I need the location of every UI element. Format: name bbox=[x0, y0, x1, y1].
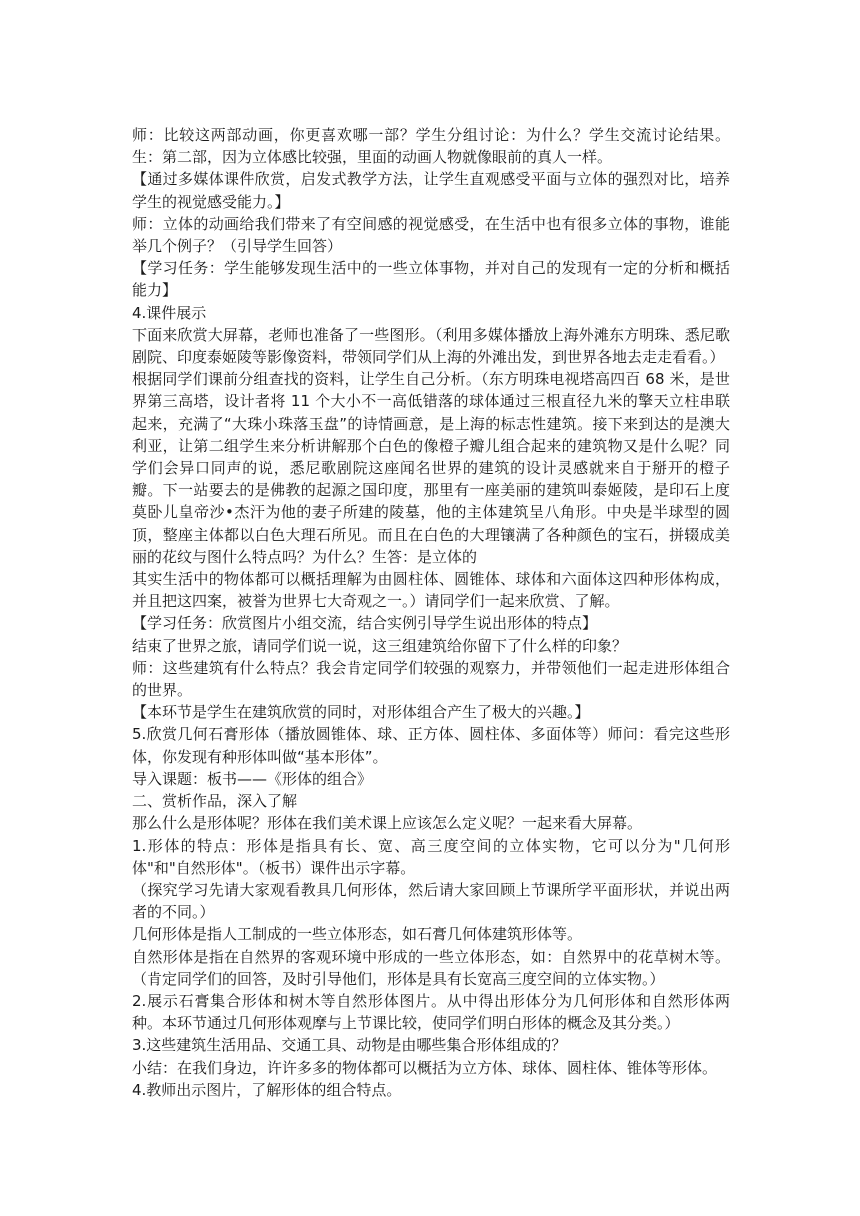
paragraph-12: 【本环节是学生在建筑欣赏的同时，对形体组合产生了极大的兴趣。】 bbox=[132, 703, 590, 722]
section-heading-4: 4.课件展示 bbox=[132, 303, 207, 322]
paragraph-1: 师：比较这两部动画，你更喜欢哪一部？学生分组讨论：为什么？学生交流讨论结果。生：第二部，因为立体感比较强，里面的动画人物就像眼前的真人一样。 bbox=[132, 126, 730, 167]
paragraph-20: 自然形体是指在自然界的客观环境中形成的一些立体形态，如：自然界中的花草树木等。（肯定同学们的回答，及时引导他们，形体是具有长宽高三度空间的立体实物。） bbox=[132, 947, 730, 988]
paragraph-16: 那么什么是形体呢？形体在我们美术课上应该怎么定义呢？一起来看大屏幕。 bbox=[132, 814, 643, 833]
paragraph-14: 导入课题：板书——《形体的组合》 bbox=[132, 769, 373, 788]
paragraph-9: 【学习任务：欣赏图片小组交流，结合实例引导学生说出形体的特点】 bbox=[132, 614, 598, 633]
paragraph-8: 其实生活中的物体都可以概括理解为由圆柱体、圆锥体、球体和六面体这四种形体构成，并且把这四案，被誉为世界七大奇观之一。）请同学们一起来欣赏、了解。 bbox=[132, 570, 730, 611]
paragraph-23: 小结：在我们身边，许许多多的物体都可以概括为立方体、球体、圆柱体、锥体等形体。 bbox=[132, 1058, 718, 1077]
paragraph-3: 师：立体的动画给我们带来了有空间感的视觉感受，在生活中也有很多立体的事物，谁能举几个例子？（引导学生回答） bbox=[132, 214, 730, 256]
section-heading-2: 二、赏析作品，深入了解 bbox=[132, 792, 298, 811]
paragraph-24: 4.教师出示图片，了解形体的组合特点。 bbox=[132, 1080, 402, 1099]
document-page bbox=[132, 124, 730, 1101]
paragraph-2: 【通过多媒体课件欣赏，启发式教学方法，让学生直观感受平面与立体的强烈对比，培养学生的视觉感受能力。】 bbox=[132, 170, 730, 211]
paragraph-19: 几何形体是指人工制成的一些立体形态，如石膏几何体建筑形体等。 bbox=[132, 925, 583, 944]
paragraph-7: 根据同学们课前分组查找的资料，让学生自己分析。（东方明珠电视塔高四百 68 米，是世界第三高塔，设计者将 11 个大小不一高低错落的球体通过三根直径九米的擎天立柱串联起来，充满了“大珠小珠落玉盘”的诗情画意，是上海的标志性建筑。接下来到达的是澳大利亚，让第二组学生来分析讲解那个白色的像橙子瓣儿组合起来的建筑物又是什么呢？同学们会异口同声的说，悉尼歌剧院这座闻名世界的建筑的设计灵感就来自于掰开的橙子瓣。下一站要去的是佛教的起源之国印度，那里有一座美丽的建筑叫泰姬陵，是印石上度莫卧儿皇帝沙•杰汗为他的妻子所建的陵墓，他的主体建筑呈八角形。中央是半球型的圆顶，整座主体都以白色大理石所见。而且在白色的大理镶满了各种颜色的宝石，拼辍成美丽的花纹与图什么特点吗？为什么？生答：是立体的 bbox=[132, 370, 730, 566]
paragraph-13: 5.欣赏几何石膏形体（播放圆锥体、球、正方体、圆柱体、多面体等）师问：看完这些形体，你发现有种形体叫做“基本形体”。 bbox=[132, 725, 730, 766]
paragraph-11: 师：这些建筑有什么特点？我会肯定同学们较强的观察力，并带领他们一起走进形体组合的世界。 bbox=[132, 658, 730, 700]
paragraph-6: 下面来欣赏大屏幕，老师也准备了一些图形。（利用多媒体播放上海外滩东方明珠、悉尼歌剧院、印度泰姬陵等影像资料，带领同学们从上海的外滩出发，到世界各地去走走看看。） bbox=[132, 325, 730, 367]
paragraph-17: 1.形体的特点：形体是指具有长、宽、高三度空间的立体实物，它可以分为"几何形体"和"自然形体"。（板书）课件出示字幕。 bbox=[132, 836, 730, 877]
paragraph-10: 结束了世界之旅，请同学们说一说，这三组建筑给你留下了什么样的印象？ bbox=[132, 636, 628, 655]
paragraph-18: （探究学习先请大家观看教具几何形体，然后请大家回顾上节课所学平面形状，并说出两者的不同。） bbox=[132, 880, 730, 922]
paragraph-4: 【学习任务：学生能够发现生活中的一些立体事物，并对自己的发现有一定的分析和概括能力】 bbox=[132, 259, 730, 300]
paragraph-21: 2.展示石膏集合形体和树木等自然形体图片。从中得出形体分为几何形体和自然形体两种。本环节通过几何形体观摩与上节课比较，使同学们明白形体的概念及其分类。） bbox=[132, 991, 730, 1033]
paragraph-22: 3.这些建筑生活用品、交通工具、动物是由哪些集合形体组成的？ bbox=[132, 1036, 567, 1055]
